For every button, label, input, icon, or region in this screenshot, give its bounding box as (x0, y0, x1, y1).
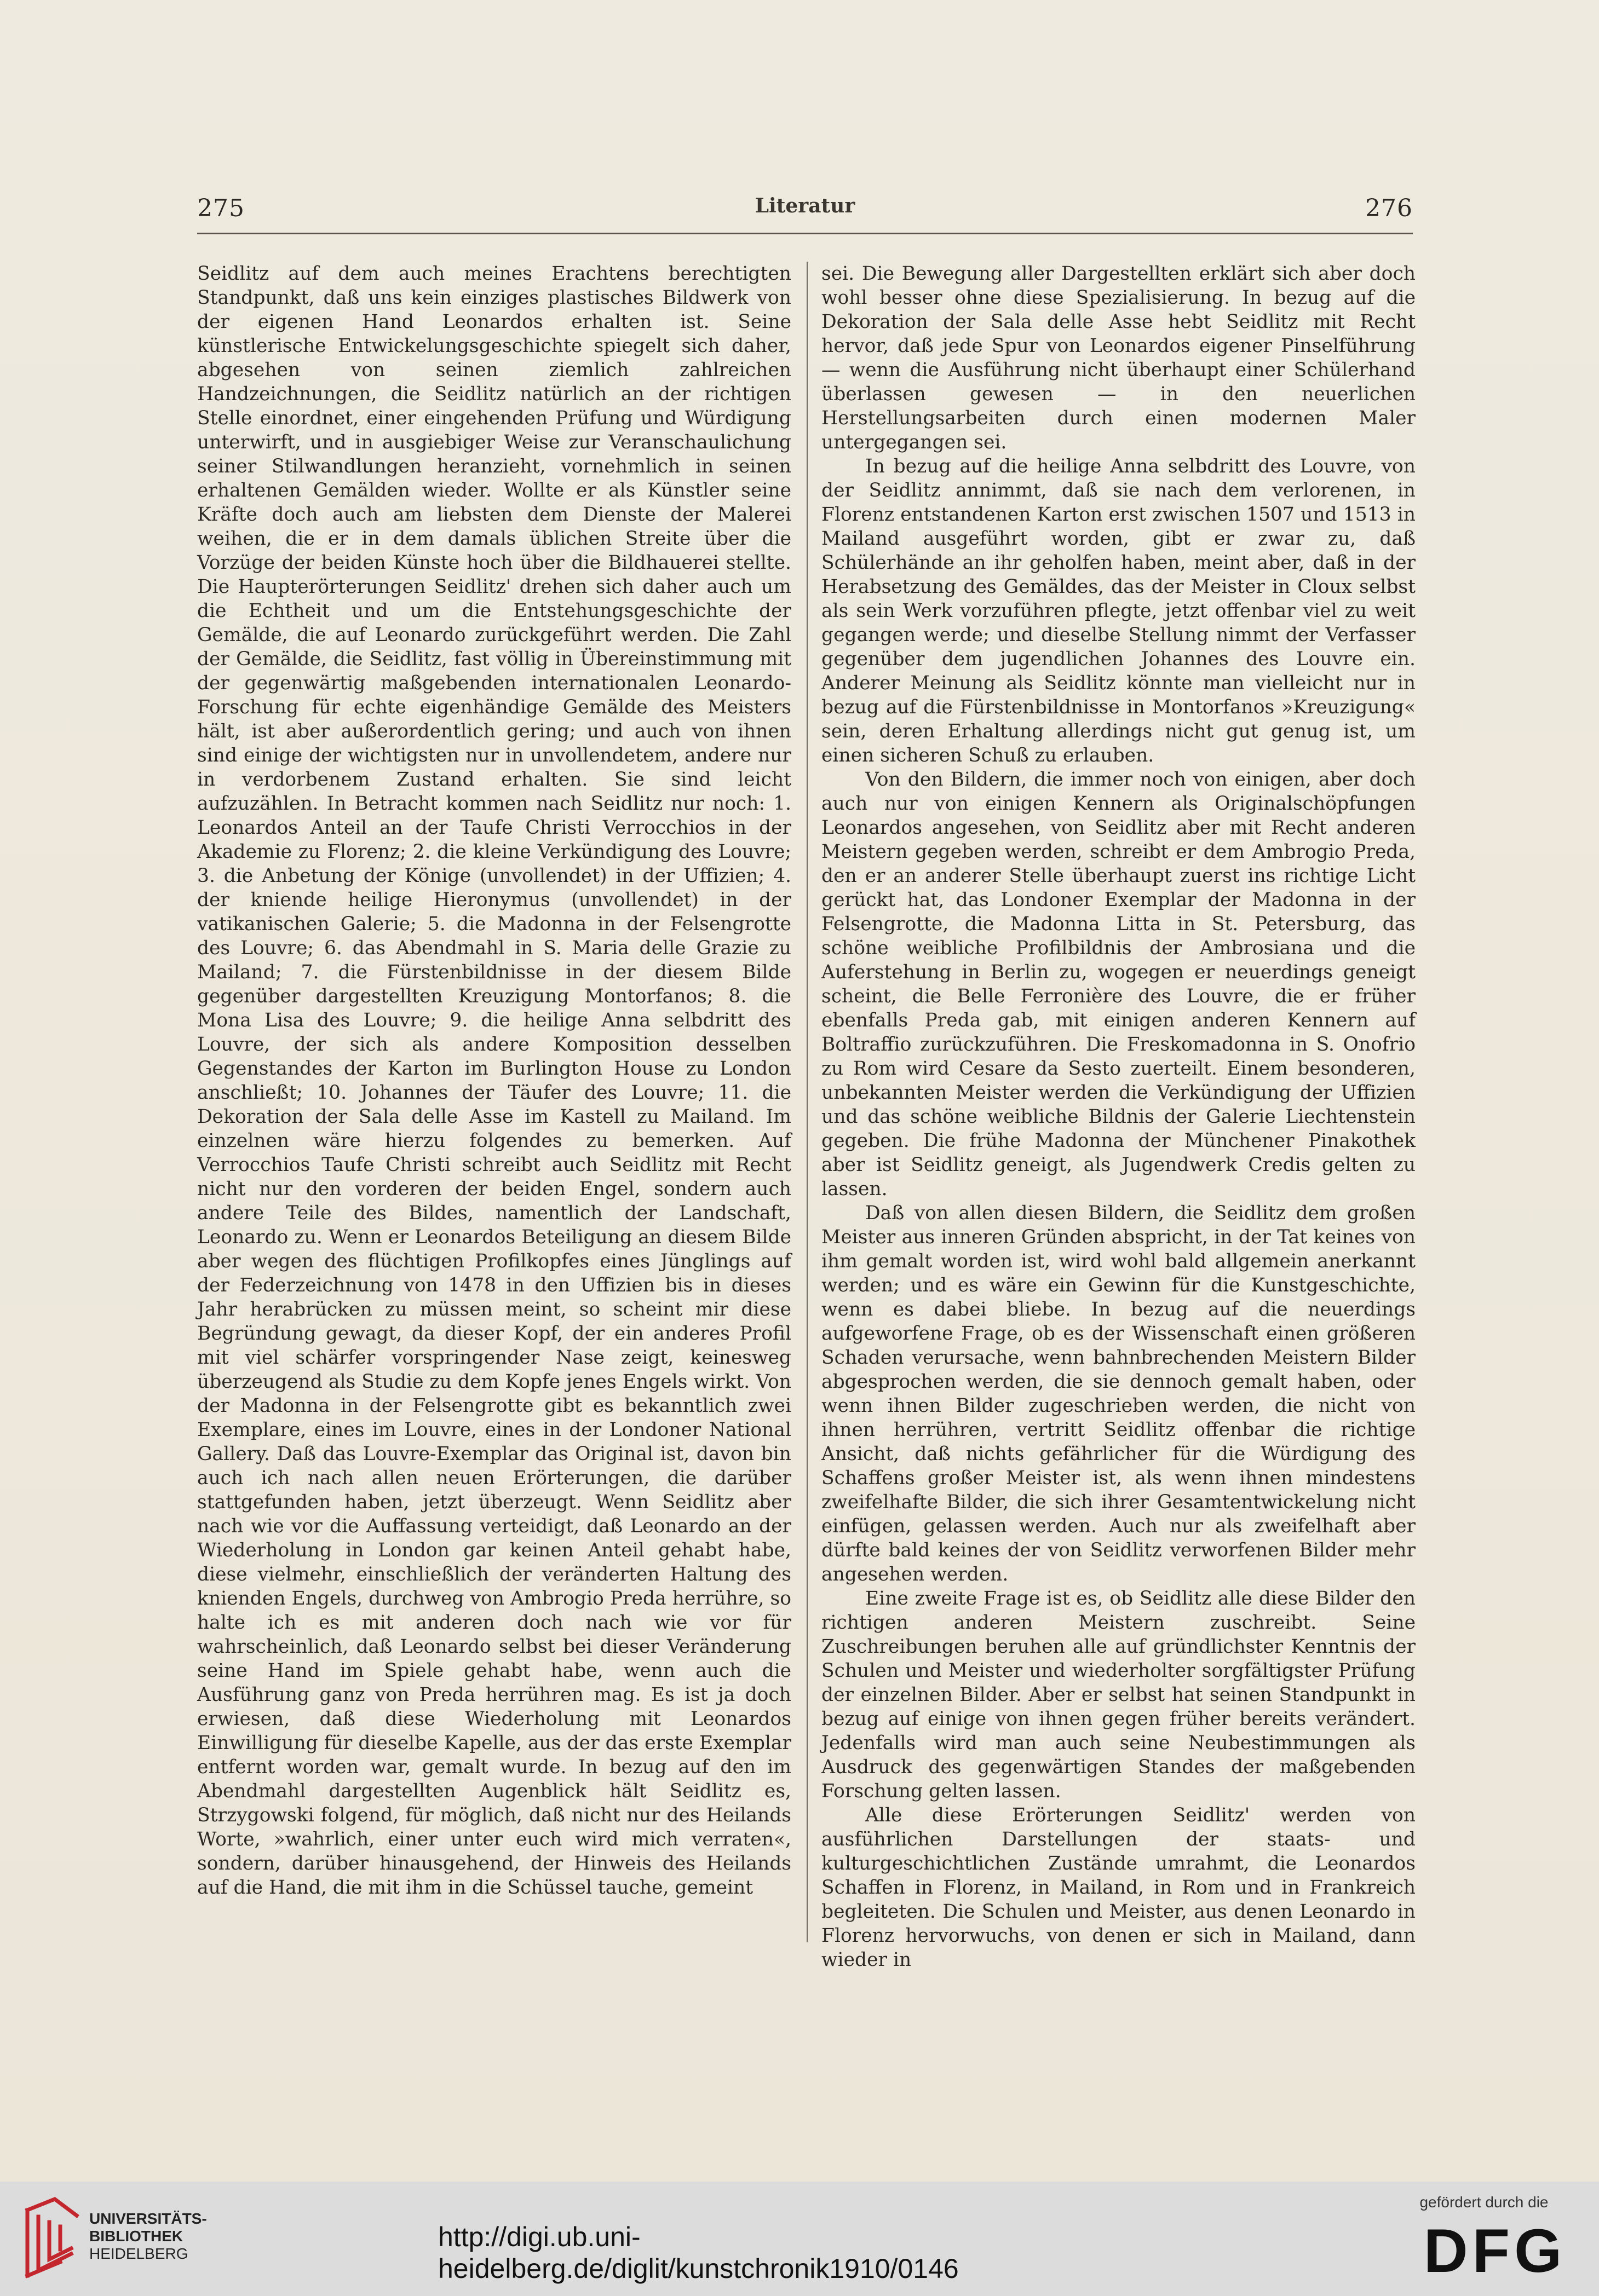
library-line-1: UNIVERSITÄTS- (89, 2210, 207, 2227)
right-paragraph-6: Alle diese Erörterungen Seidlitz' werden von ausführlichen Darstellungen der staats- und kulturgeschichtlichen Zustände umrahmt, die Leonardos Schaffen in Florenz, in Mailand, in Rom und in Frankreich begleiteten. Die Schulen und Meister, aus denen Leonardo in Florenz hervorwuchs, von denen er sich in Mailand, dann wieder in (821, 1804, 1416, 1971)
right-paragraph-3: Von den Bildern, die immer noch von einigen, aber doch auch nur von einigen Kennern als Originalschöpfungen Leonardos angesehen, von Seidlitz aber mit Recht anderen Meistern gegeben werden, schreibt er dem Ambrogio Preda, den er an anderer Stelle überhaupt zuerst ins richtige Licht gerückt hat, das Londoner Exemplar der Madonna in der Felsengrotte, die Madonna Litta in St. Petersburg, das schöne weibliche Profilbildnis der Ambrosiana und die Auferstehung in Berlin zu, wogegen er neuerdings geneigt scheint, die Belle Ferronière des Louvre, die er früher ebenfalls Preda gab, mit einigen anderen Kennern auf Boltraffio zurückzuführen. Die Freskomadonna in S. Onofrio zu Rom wird Cesare da Sesto zuerteilt. Einem besonderen, unbekannten Meister werden die Verkündigung der Uffizien und das schöne weibliche Bildnis der Galerie Liechtenstein gegeben. Die frühe Madonna der Münchener Pinakothek aber ist Seidlitz geneigt, als Jugendwerk Credis gelten zu lassen. (821, 769, 1416, 1200)
digitization-footer (0, 2182, 1599, 2296)
right-paragraph-5: Eine zweite Frage ist es, ob Seidlitz alle diese Bilder den richtigen anderen Meistern zuschreibt. Seine Zuschreibungen beruhen alle auf gründlichster Kenntnis der Schulen und Meister und wiederholter sorgfältigster Prüfung der einzelnen Bilder. Aber er selbst hat seinen Standpunkt in bezug auf einige von ihnen gegen früher bereits verändert. Jedenfalls wird man auch seine Neubestimmungen als Ausdruck des gegenwärtigen Standes der maßgebenden Forschung gelten lassen. (821, 1588, 1416, 1802)
left-column (197, 262, 791, 1942)
right-paragraph-4: Daß von allen diesen Bildern, die Seidlitz dem großen Meister aus inneren Gründen abspricht, in der Tat keines von ihm gemalt worden ist, wird wohl bald allgemein anerkannt werden; und es wäre ein Gewinn für die Kunstgeschichte, wenn es dabei bliebe. In bezug auf die neuerdings aufgeworfene Frage, ob es der Wissenschaft einen größeren Schaden verursache, wenn bahnbrechenden Meistern Bilder abgesprochen werden, die sie dennoch gemalt haben, oder wenn ihnen Bilder zugeschrieben werden, die nicht von ihnen herrühren, vertritt Seidlitz offenbar die richtige Ansicht, daß nichts gefährlicher für die Würdigung des Schaffens großer Meister ist, als wenn ihnen mindestens zweifelhafte Bilder, die sich ihrer Gesamtentwickelung nicht einfügen, gelassen werden. Auch nur als zweifelhaft aber dürfte bald keines der von Seidlitz verworfenen Bilder mehr angesehen werden. (821, 1202, 1416, 1585)
page-number-left: 275 (197, 194, 245, 222)
ub-heidelberg-logo-icon[interactable] (16, 2194, 82, 2281)
permalink-url[interactable]: http://digi.ub.uni-heidelberg.de/diglit/kunstchronik1910/0146 (438, 2222, 959, 2284)
page-number-right: 276 (1365, 194, 1413, 222)
right-paragraph-1: sei. Die Bewegung aller Dargestellten erklärt sich aber doch wohl besser ohne diese Spezialisierung. In bezug auf die Dekoration der Sala delle Asse hebt Seidlitz mit Recht hervor, daß jede Spur von Leonardos eigener Pinselführung — wenn die Ausführung nicht überhaupt einer Schülerhand überlassen gewesen — in den neuerlichen Herstellungsarbeiten durch einen modernen Maler untergegangen sei. (821, 263, 1416, 453)
column-divider (807, 262, 808, 1942)
right-paragraph-2: In bezug auf die heilige Anna selbdritt des Louvre, von der Seidlitz annimmt, daß sie nach dem verlorenen, in Florenz entstandenen Karton erst zwischen 1507 und 1513 in Mailand ausgeführt worden, gibt er zwar zu, daß Schülerhände an ihr geholfen haben, meint aber, daß in der Herabsetzung des Gemäldes, das der Meister in Cloux selbst als sein Werk vorzuführen pflegte, jetzt offenbar viel zu weit gegangen werde; und dieselbe Stellung nimmt der Verfasser gegenüber dem jugendlichen Johannes des Louvre ein. Anderer Meinung als Seidlitz könnte man vielleicht nur in bezug auf die Fürstenbildnisse in Montorfanos »Kreuzigung« sein, deren Erhaltung allerdings nicht gut genug ist, um einen sicheren Schuß zu erlauben. (821, 455, 1416, 766)
running-head: Literatur (755, 194, 855, 217)
right-column (821, 262, 1416, 1971)
funding-label: gefördert durch die (1419, 2194, 1549, 2211)
dfg-logo[interactable]: DFG (1423, 2217, 1567, 2285)
library-line-3: HEIDELBERG (89, 2245, 188, 2262)
left-paragraph-1: Seidlitz auf dem auch meines Erachtens berechtigten Standpunkt, daß uns kein einziges plastisches Bildwerk von der eigenen Hand Leonardos erhalten ist. Seine künstlerische Entwickelungsgeschichte spiegelt sich daher, abgesehen von seinen ziemlich zahlreichen Handzeichnungen, die Seidlitz natürlich an der richtigen Stelle einordnet, einer eingehenden Prüfung und Würdigung unterwirft, und in ausgiebiger Weise zur Veranschaulichung seiner Stilwandlungen heranzieht, vornehmlich in seinen erhaltenen Gemälden wieder. Wollte er als Künstler seine Kräfte doch auch am liebsten dem Dienste der Malerei weihen, die er in dem damals üblichen Streite über die Vorzüge der beiden Künste hoch über die Bildhauerei stellte. Die Haupterörterungen Seidlitz' drehen sich daher auch um die Echtheit und um die Entstehungsgeschichte der Gemälde, die auf Leonardo zurückgeführt werden. Die Zahl der Gemälde, die Seidlitz, fast völlig in Übereinstimmung mit der gegenwärtig maßgebenden internationalen Leonardo-Forschung für echte eigenhändige Gemälde des Meisters hält, ist aber außerordentlich gering; und auch von ihnen sind einige der wichtigsten nur in unvollendetem, andere nur in verdorbenem Zustand erhalten. Sie sind leicht aufzuzählen. In Betracht kommen nach Seidlitz nur noch: 1. Leonardos Anteil an der Taufe Christi Verrocchios in der Akademie zu Florenz; 2. die kleine Verkündigung des Louvre; 3. die Anbetung der Könige (unvollendet) in der Uffizien; 4. der kniende heilige Hieronymus (unvollendet) in der vatikanischen Galerie; 5. die Madonna in der Felsengrotte des Louvre; 6. das Abendmahl in S. Maria delle Grazie zu Mailand; 7. die Fürstenbildnisse in der diesem Bilde gegenüber dargestellten Kreuzigung Montorfanos; 8. die Mona Lisa des Louvre; 9. die heilige Anna selbdritt des Louvre, der sich als andere Komposition desselben Gegenstandes der Karton im Burlington House zu London anschließt; 10. Johannes der Täufer des Louvre; 11. die Dekoration der Sala delle Asse im Kastell zu Mailand. Im einzelnen wäre hierzu folgendes zu bemerken. Auf Verrocchios Taufe Christi schreibt auch Seidlitz mit Recht nicht nur den vorderen der beiden Engel, sondern auch andere Teile des Bildes, namentlich der Landschaft, Leonardo zu. Wenn er Leonardos Beteiligung an diesem Bilde aber wegen des flüchtigen Profilkopfes eines Jünglings auf der Federzeichnung von 1478 in den Uffizien bis in dieses Jahr herabrücken zu müssen meint, so scheint mir diese Begründung gewagt, da dieser Kopf, der ein anderes Profil mit viel schärfer vorspringender Nase zeigt, keinesweg überzeugend als Studie zu dem Kopfe jenes Engels wirkt. Von der Madonna in der Felsengrotte gibt es bekanntlich zwei Exemplare, eines im Louvre, eines in der Londoner National Gallery. Daß das Louvre-Exemplar das Original ist, davon bin auch ich nach allen neuen Erörterungen, die darüber stattgefunden haben, jetzt überzeugt. Wenn Seidlitz aber nach wie vor die Auffassung verteidigt, daß Leonardo an der Wiederholung in London gar keinen Anteil gehabt habe, diese vielmehr, einschließlich der veränderten Haltung des knienden Engels, durchweg von Ambrogio Preda herrühre, so halte ich es mit anderen doch nach wie vor für wahrscheinlich, daß Leonardo selbst bei dieser Veränderung seine Hand im Spiele gehabt habe, wenn auch die Ausführung ganz von Preda herrühren mag. Es ist ja doch erwiesen, daß diese Wiederholung mit Leonardos Einwilligung für dieselbe Kapelle, aus der das erste Exemplar entfernt worden war, gemalt wurde. In bezug auf den im Abendmahl dargestellten Augenblick hält Seidlitz es, Strzygowski folgend, für möglich, daß nicht nur des Heilands Worte, »wahrlich, einer unter euch wird mich verraten«, sondern, darüber hinausgehend, der Hinweis des Heilands auf die Hand, die mit ihm in die Schüssel tauche, gemeint (197, 263, 791, 1899)
page-header (197, 194, 1413, 234)
library-line-2: BIBLIOTHEK (89, 2228, 183, 2245)
library-name[interactable] (89, 2210, 207, 2263)
